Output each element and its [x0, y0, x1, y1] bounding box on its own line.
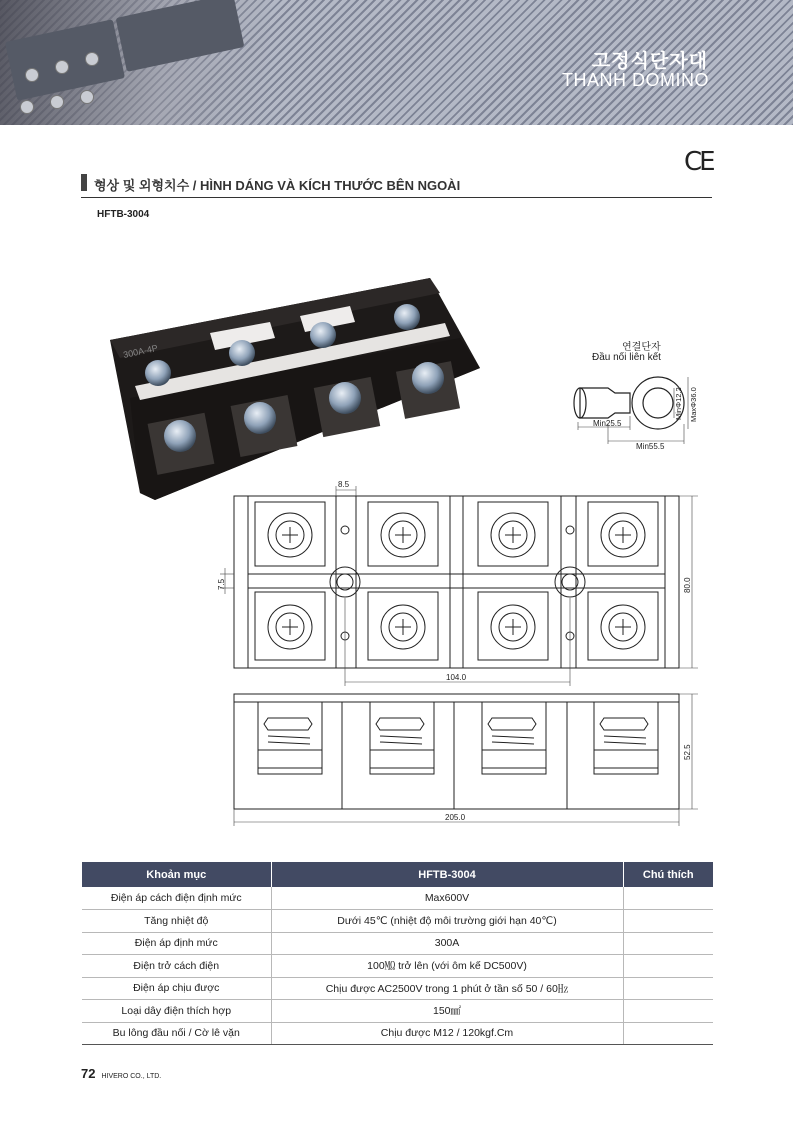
- dim-52-5: 52.5: [683, 744, 692, 760]
- ce-certification-mark: CE: [684, 147, 713, 177]
- section-heading: [81, 172, 712, 198]
- dim-80: 80.0: [683, 577, 692, 593]
- spec-table: [82, 862, 713, 1045]
- header-model: HFTB-3004: [271, 862, 623, 887]
- side-block: [594, 750, 658, 768]
- side-cell-frame: [482, 702, 546, 774]
- side-cell-frame: [258, 702, 322, 774]
- dim-205: 205.0: [445, 813, 466, 822]
- side-washer: [492, 742, 534, 744]
- dim-8-5: 8.5: [338, 480, 350, 489]
- row-note: [623, 1000, 713, 1023]
- header-note: Chú thích: [623, 862, 713, 887]
- banner-title-vietnamese: THANH DOMINO: [562, 70, 709, 90]
- row-value: Max600V: [271, 887, 623, 910]
- header-item: Khoản mục: [82, 862, 271, 887]
- row-item: Điện áp cách điện định mức: [82, 887, 271, 910]
- row-note: [623, 955, 713, 978]
- connector-dim-min25: Min25.5: [593, 419, 622, 428]
- model-label: HFTB-3004: [97, 209, 150, 220]
- company-name: HIVERO CO., LTD.: [101, 1073, 162, 1080]
- header-banner: [0, 0, 793, 125]
- side-washer: [604, 736, 646, 738]
- side-bolt-head: [264, 718, 312, 730]
- side-washer: [268, 742, 310, 744]
- dim-7-5: 7.5: [217, 578, 226, 590]
- side-cell-frame: [594, 702, 658, 774]
- product-photo: [110, 278, 490, 500]
- table-row: [82, 1000, 713, 1023]
- row-item: Loại dây điện thích hợp: [82, 1000, 271, 1023]
- side-washer: [268, 736, 310, 738]
- side-cell-frame: [370, 702, 434, 774]
- table-header-row: [82, 862, 713, 887]
- connector-drawing: [560, 338, 710, 454]
- banner-photo: [0, 0, 270, 125]
- connector-dim-min55: Min55.5: [636, 442, 665, 451]
- row-item: Bu lông đầu nối / Cờ lê vặn: [82, 1022, 271, 1045]
- row-note: [623, 977, 713, 1000]
- row-value: Chịu được M12 / 120kgf.Cm: [271, 1022, 623, 1045]
- side-block: [482, 750, 546, 768]
- row-value: Chịu được AC2500V trong 1 phút ở tần số 50 / 60㎐: [271, 977, 623, 1000]
- connector-dim-diam12: MinΦ12.2: [674, 387, 683, 420]
- side-bolt-head: [488, 718, 536, 730]
- row-note: [623, 932, 713, 955]
- row-value: 100㏁ trở lên (với ôm kế DC500V): [271, 955, 623, 978]
- section-heading-text: 형상 및 외형치수 / HÌNH DÁNG VÀ KÍCH THƯỚC BÊN NGOÀI: [94, 178, 461, 193]
- table-row: [82, 955, 713, 978]
- row-note: [623, 887, 713, 910]
- page-number: 72: [81, 1066, 96, 1081]
- connector-dim-diam36: MaxΦ36.0: [689, 387, 698, 422]
- top-view-drawing: [218, 478, 698, 688]
- connector-label-korean: 연결단자: [622, 342, 661, 353]
- row-note: [623, 1022, 713, 1045]
- row-item: Điện áp chịu được: [82, 977, 271, 1000]
- row-value: 300A: [271, 932, 623, 955]
- row-item: Điện trở cách điện: [82, 955, 271, 978]
- table-row: [82, 910, 713, 933]
- row-item: Điện áp định mức: [82, 932, 271, 955]
- side-block: [370, 750, 434, 768]
- row-note: [623, 910, 713, 933]
- row-item: Tăng nhiệt độ: [82, 910, 271, 933]
- side-block: [258, 750, 322, 768]
- side-washer: [380, 736, 422, 738]
- table-row: [82, 1022, 713, 1045]
- banner-title-korean: 고정식단자대: [591, 51, 708, 72]
- page-footer: [81, 1066, 161, 1081]
- section-bar-icon: [81, 174, 87, 191]
- side-washer: [380, 742, 422, 744]
- product-print-text: 300A-4P: [122, 342, 159, 360]
- side-view-drawing: [218, 688, 698, 828]
- table-row: [82, 887, 713, 910]
- side-washer: [492, 736, 534, 738]
- side-washer: [604, 742, 646, 744]
- side-bolt-head: [600, 718, 648, 730]
- row-value: 150㎟: [271, 1000, 623, 1023]
- table-row: [82, 932, 713, 955]
- dim-104: 104.0: [446, 673, 467, 682]
- table-row: [82, 977, 713, 1000]
- connector-label-vietnamese: Đầu nối liên kết: [592, 352, 661, 363]
- row-value: Dưới 45℃ (nhiệt độ môi trường giới hạn 40℃): [271, 910, 623, 933]
- side-bolt-head: [376, 718, 424, 730]
